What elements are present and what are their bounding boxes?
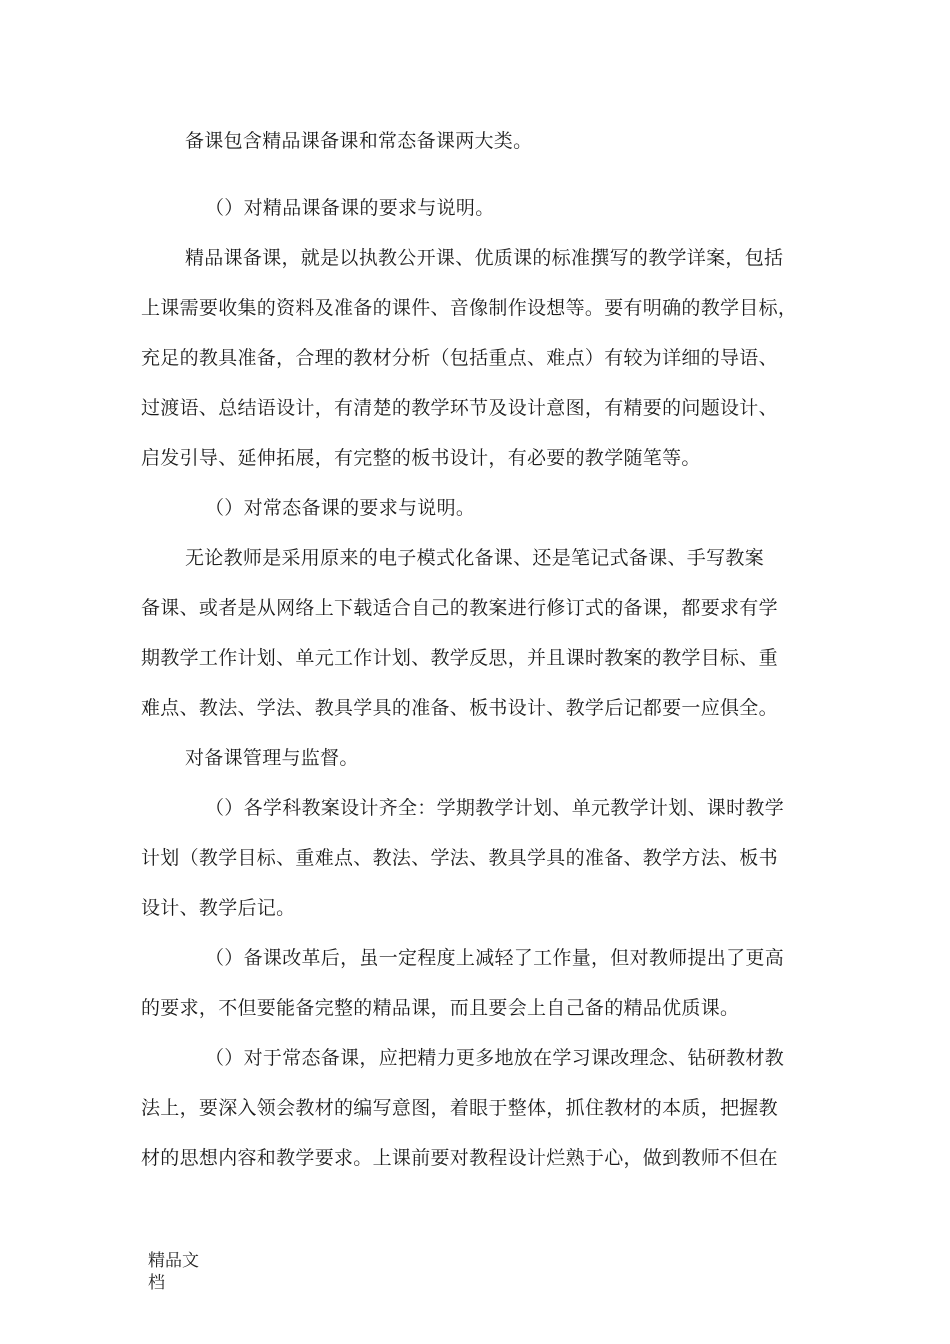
text-line: （）备课改革后，虽一定程度上减轻了工作量，但对教师提出了更高 [205,947,785,969]
text-line: 过渡语、总结语设计，有清楚的教学环节及设计意图，有精要的问题设计、 [141,397,778,419]
text-line: 材的思想内容和教学要求。上课前要对教程设计烂熟于心，做到教师不但在 [141,1147,778,1169]
text-line: 设计、教学后记。 [141,897,296,919]
text-line: 启发引导、延伸拓展，有完整的板书设计，有必要的教学随笔等。 [141,447,701,469]
text-line: 备课包含精品课备课和常态备课两大类。 [185,130,533,152]
text-line: 备课、或者是从网络上下载适合自己的教案进行修订式的备课，都要求有学 [141,597,778,619]
text-line: 的要求，不但要能备完整的精品课，而且要会上自己备的精品优质课。 [141,997,740,1019]
text-line: 充足的教具准备，合理的教材分析（包括重点、难点）有较为详细的导语、 [141,347,778,369]
text-line: 法上，要深入领会教材的编写意图，着眼于整体，抓住教材的本质，把握教 [141,1097,778,1119]
text-line: 计划（教学目标、重难点、教法、学法、教具学具的准备、教学方法、板书 [141,847,778,869]
footer-line-1: 精品文 [148,1251,199,1271]
page-footer [148,1250,208,1294]
text-line: （）各学科教案设计齐全：学期教学计划、单元教学计划、课时教学 [205,797,785,819]
footer-line-2: 档 [148,1273,165,1293]
text-line: 精品课备课，就是以执教公开课、优质课的标准撰写的教学详案，包括 [185,247,784,269]
text-line: 期教学工作计划、单元工作计划、教学反思，并且课时教案的教学目标、重 [141,647,778,669]
text-line: 难点、教法、学法、教具学具的准备、板书设计、教学后记都要一应俱全。 [141,697,778,719]
section-heading: （）对常态备课的要求与说明。 [205,497,476,519]
text-line: 无论教师是采用原来的电子模式化备课、还是笔记式备课、手写教案 [185,547,765,569]
section-heading: （）对精品课备课的要求与说明。 [205,197,495,219]
text-line: 上课需要收集的资料及准备的课件、音像制作设想等。要有明确的教学目标， [141,297,798,319]
text-line: （）对于常态备课，应把精力更多地放在学习课改理念、钻研教材教 [205,1047,785,1069]
section-heading: 对备课管理与监督。 [185,747,359,769]
